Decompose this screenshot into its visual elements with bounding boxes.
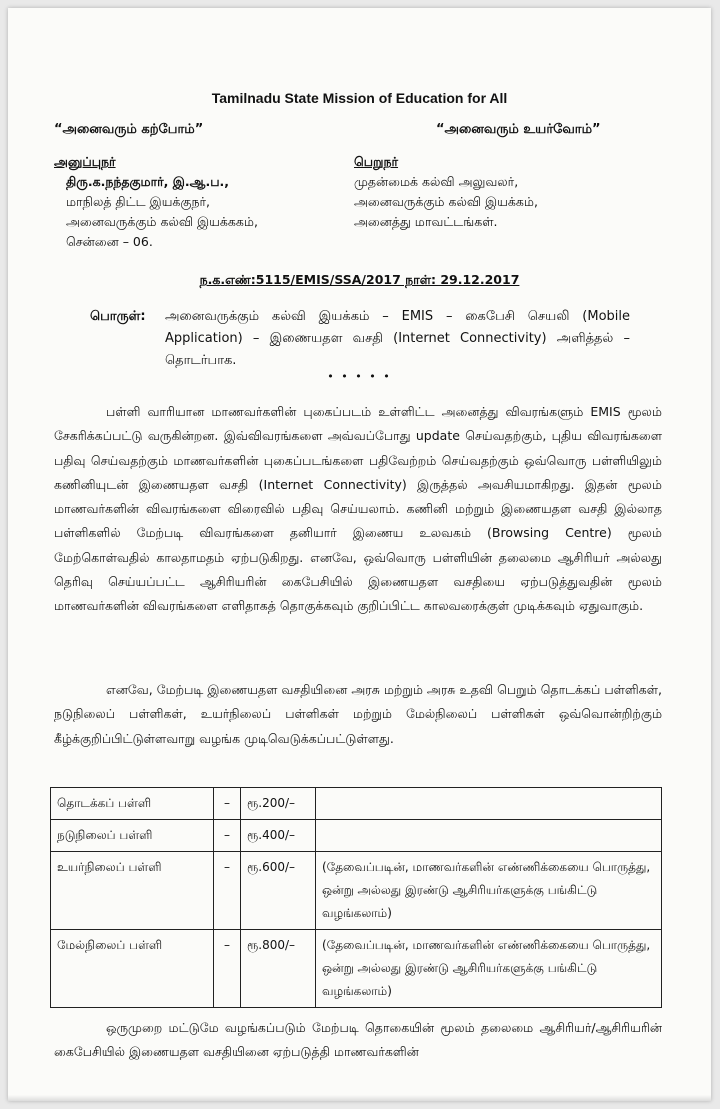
rate-table <box>50 787 662 1008</box>
school-type-cell: மேல்நிலைப் பள்ளி <box>51 930 214 1008</box>
dash-cell: – <box>214 788 241 820</box>
subject-label: பொருள்: <box>90 309 146 324</box>
note-cell: (தேவைப்படின், மாணவர்களின் எண்ணிக்கையை பொருத்து, ஒன்று அல்லது இரண்டு ஆசிரியர்களுக்கு பங்கிட்டு வழங்கலாம்) <box>316 852 662 930</box>
body-paragraph: எனவே, மேற்படி இணையதள வசதியினை அரசு மற்றும் அரசு உதவி பெறும் தொடக்கப் பள்ளிகள், நடுநிலைப் பள்ளிகள், உயர்நிலைப் பள்ளிகள் மற்றும் மேல்நிலைப் பள்ளிகள் ஒவ்வொன்றிற்கும் கீழ்க்குறிப்பிட்டுள்ளவாறு வழங்க முடிவெடுக்கப்பட்டுள்ளது. <box>54 682 662 746</box>
school-type-cell: உயர்நிலைப் பள்ளி <box>51 852 214 930</box>
subject-text: அனைவருக்கும் கல்வி இயக்கம் – EMIS – கைபேசி செயலி (Mobile Application) – இணையதள வசதி (Internet Connectivity) அளித்தல் – தொடர்பாக. <box>165 309 630 368</box>
sender-heading: அனுப்புநர் <box>54 154 116 169</box>
table-row <box>51 852 662 930</box>
amount-cell: ரூ.600/– <box>241 852 316 930</box>
recipient-block <box>354 152 538 232</box>
slogan-left: “அனைவரும் கற்போம்” <box>54 122 204 137</box>
recipient-heading: பெறுநர் <box>354 154 399 169</box>
reference-number: ந.க.எண்:5115/EMIS/SSA/2017 நாள்: 29.12.2017 <box>199 272 520 287</box>
school-type-cell: நடுநிலைப் பள்ளி <box>51 820 214 852</box>
note-cell <box>316 820 662 852</box>
dash-cell: – <box>214 820 241 852</box>
separator: • • • • • <box>327 370 392 383</box>
sender-line: சென்னை – 06. <box>66 234 153 249</box>
school-type-cell: தொடக்கப் பள்ளி <box>51 788 214 820</box>
recipient-line: முதன்மைக் கல்வி அலுவலர், <box>354 174 519 189</box>
subject-block <box>90 306 630 372</box>
recipient-line: அனைத்து மாவட்டங்கள். <box>354 214 498 229</box>
note-cell <box>316 788 662 820</box>
amount-cell: ரூ.800/– <box>241 930 316 1008</box>
body-paragraph: பள்ளி வாரியான மாணவர்களின் புகைப்படம் உள்ளிட்ட அனைத்து விவரங்களும் EMIS மூலம் சேகரிக்கப்பட்டு வருகின்றன. இவ்விவரங்களை அவ்வப்போது update செய்வதற்கும், புதிய விவரங்களை பதிவு செய்வதற்கும் மாணவர்களின் புகைப்படங்களை பதிவேற்றம் செய்வதற்கும் ஒவ்வொரு பள்ளியிலும் கணினியுடன் இணையதள வசதி (Internet Connectivity) இருத்தல் அவசியமாகிறது. இதன் மூலம் மாணவர்களின் விவரங்களை விரைவில் பதிவு செய்யலாம். கணினி மற்றும் இணையதள வசதி இல்லாத பள்ளிகளில் மேற்படி விவரங்களை தனியார் இணைய உலவகம் (Browsing Centre) மூலம் மேற்கொள்வதில் காலதாமதம் ஏற்படுகிறது. எனவே, ஒவ்வொரு பள்ளியின் தலைமை ஆசிரியர் அல்லது தெரிவு செய்யப்பட்ட ஆசிரியரின் கைபேசியில் இணையதள வசதியை ஏற்படுத்துவதின் மூலம் மாணவர்களின் விவரங்களை எளிதாகத் தொகுக்கவும் குறிப்பிட்ட காலவரைக்குள் முடிக்கவும் ஏதுவாகும். <box>54 404 662 614</box>
recipient-line: அனைவருக்கும் கல்வி இயக்கம், <box>354 194 538 209</box>
page-bottom-edge <box>8 1095 711 1101</box>
amount-cell: ரூ.400/– <box>241 820 316 852</box>
sender-line: மாநிலத் திட்ட இயக்குநர், <box>66 194 210 209</box>
sender-block <box>54 152 258 252</box>
sender-name: திரு.க.நந்தகுமார், இ.ஆ.ப., <box>66 174 230 189</box>
document-page <box>8 8 711 1101</box>
dash-cell: – <box>214 852 241 930</box>
table-row <box>51 930 662 1008</box>
note-cell: (தேவைப்படின், மாணவர்களின் எண்ணிக்கையை பொருத்து, ஒன்று அல்லது இரண்டு ஆசிரியர்களுக்கு பங்கிட்டு வழங்கலாம்) <box>316 930 662 1008</box>
sender-line: அனைவருக்கும் கல்வி இயக்ககம், <box>66 214 258 229</box>
organization-title: Tamilnadu State Mission of Education for All <box>211 90 508 106</box>
table-row <box>51 788 662 820</box>
dash-cell: – <box>214 930 241 1008</box>
amount-cell: ரூ.200/– <box>241 788 316 820</box>
slogan-right: “அனைவரும் உயர்வோம்” <box>436 122 601 137</box>
table-row <box>51 820 662 852</box>
body-paragraph: ஒருமுறை மட்டுமே வழங்கப்படும் மேற்படி தொகையின் மூலம் தலைமை ஆசிரியர்/ஆசிரியரின் கைபேசியில் இணையதள வசதியினை ஏற்படுத்தி மாணவர்களின் <box>54 1020 662 1060</box>
